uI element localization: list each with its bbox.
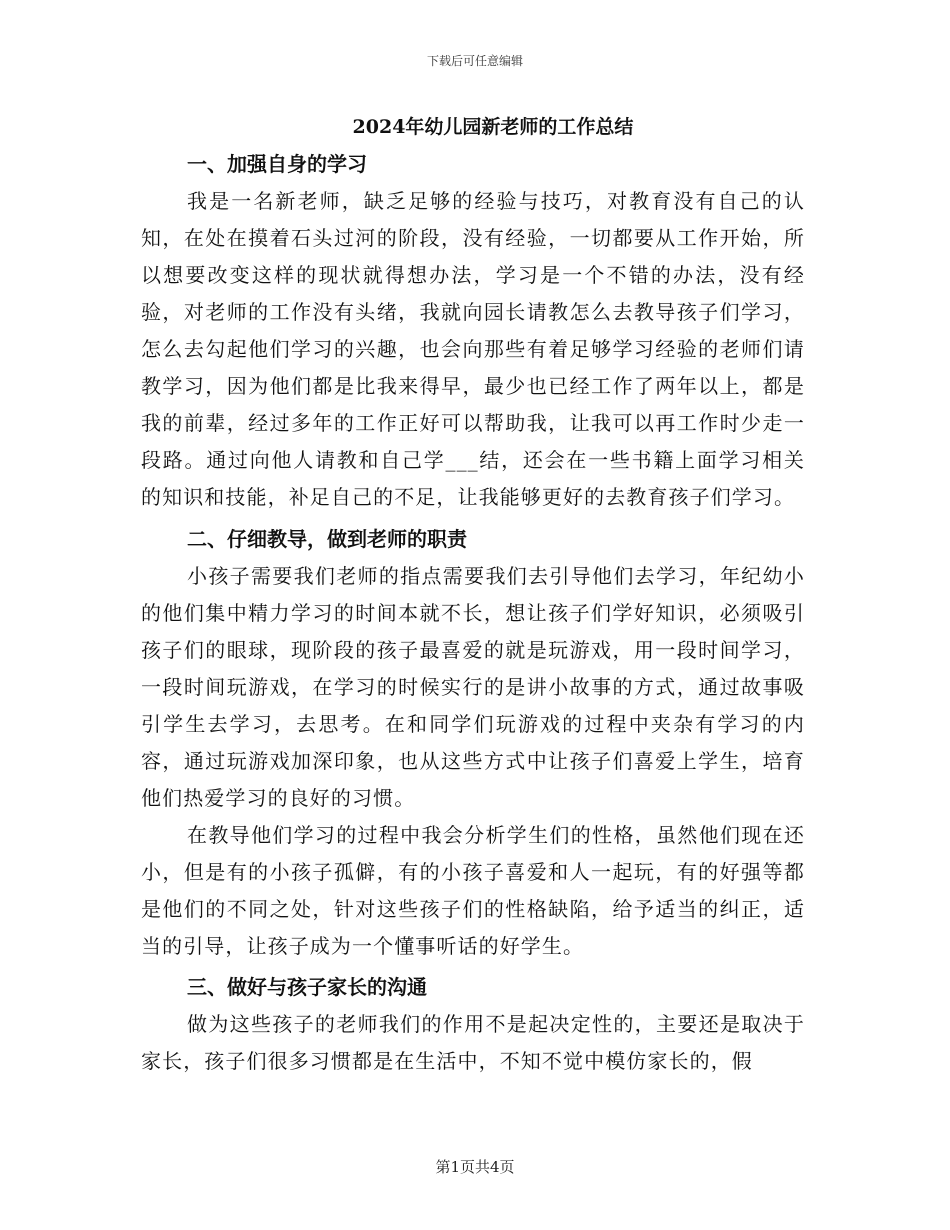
section-heading: 三、做好与孩子家长的沟通 (187, 975, 427, 999)
paragraph: 我是一名新老师，缺乏足够的经验与技巧，对教育没有自己的认知，在处在摸着石头过河的阶段，没有经验，一切都要从工作开始，所以想要改变这样的现状就得想办法，学习是一个不错的办法，没有经验，对老师的工作没有头绪，我就向园长请教怎么去教导孩子们学习，怎么去勾起他们学习的兴趣，也会向那些有着足够学习经验的老师们请教学习，因为他们都是比我来得早，最少也已经工作了两年以上，都是我的前辈，经过多年的工作正好可以帮助我，让我可以再工作时少走一段路。通过向他人请教和自己学___结，还会在一些书籍上面学习相关的知识和技能，补足自己的不足，让我能够更好的去教育孩子们学习。 (141, 189, 805, 509)
document-body (141, 112, 805, 1080)
page-header-note: 下载后可任意编辑 (426, 54, 523, 68)
section-heading: 二、仔细教导，做到老师的职责 (187, 527, 467, 551)
section-2 (141, 521, 805, 965)
paragraph: 小孩子需要我们老师的指点需要我们去引导他们去学习，年纪幼小的他们集中精力学习的时间本就不长，想让孩子们学好知识，必须吸引孩子们的眼球，现阶段的孩子最喜爱的就是玩游戏，用一段时间学习，一段时间玩游戏，在学习的时候实行的是讲小故事的方式，通过故事吸引学生去学习，去思考。在和同学们玩游戏的过程中夹杂有学习的内容，通过玩游戏加深印象，也从这些方式中让孩子们喜爱上学生，培育他们热爱学习的良好的习惯。 (141, 564, 805, 810)
document-title: 2024年幼儿园新老师的工作总结 (352, 116, 634, 138)
page-number: 第1页共4页 (435, 1158, 515, 1176)
paragraph: 在教导他们学习的过程中我会分析学生们的性格，虽然他们现在还小，但是有的小孩子孤僻，有的小孩子喜爱和人一起玩，有的好强等都是他们的不同之处，针对这些孩子们的性格缺陷，给予适当的纠正，适当的引导，让孩子成为一个懂事听话的好学生。 (141, 823, 805, 958)
paragraph: 做为这些孩子的老师我们的作用不是起决定性的，主要还是取决于家长，孩子们很多习惯都是在生活中，不知不觉中模仿家长的，假 (141, 1012, 805, 1073)
section-3 (141, 969, 805, 1080)
section-heading: 一、加强自身的学习 (187, 152, 367, 176)
section-1 (141, 146, 805, 516)
